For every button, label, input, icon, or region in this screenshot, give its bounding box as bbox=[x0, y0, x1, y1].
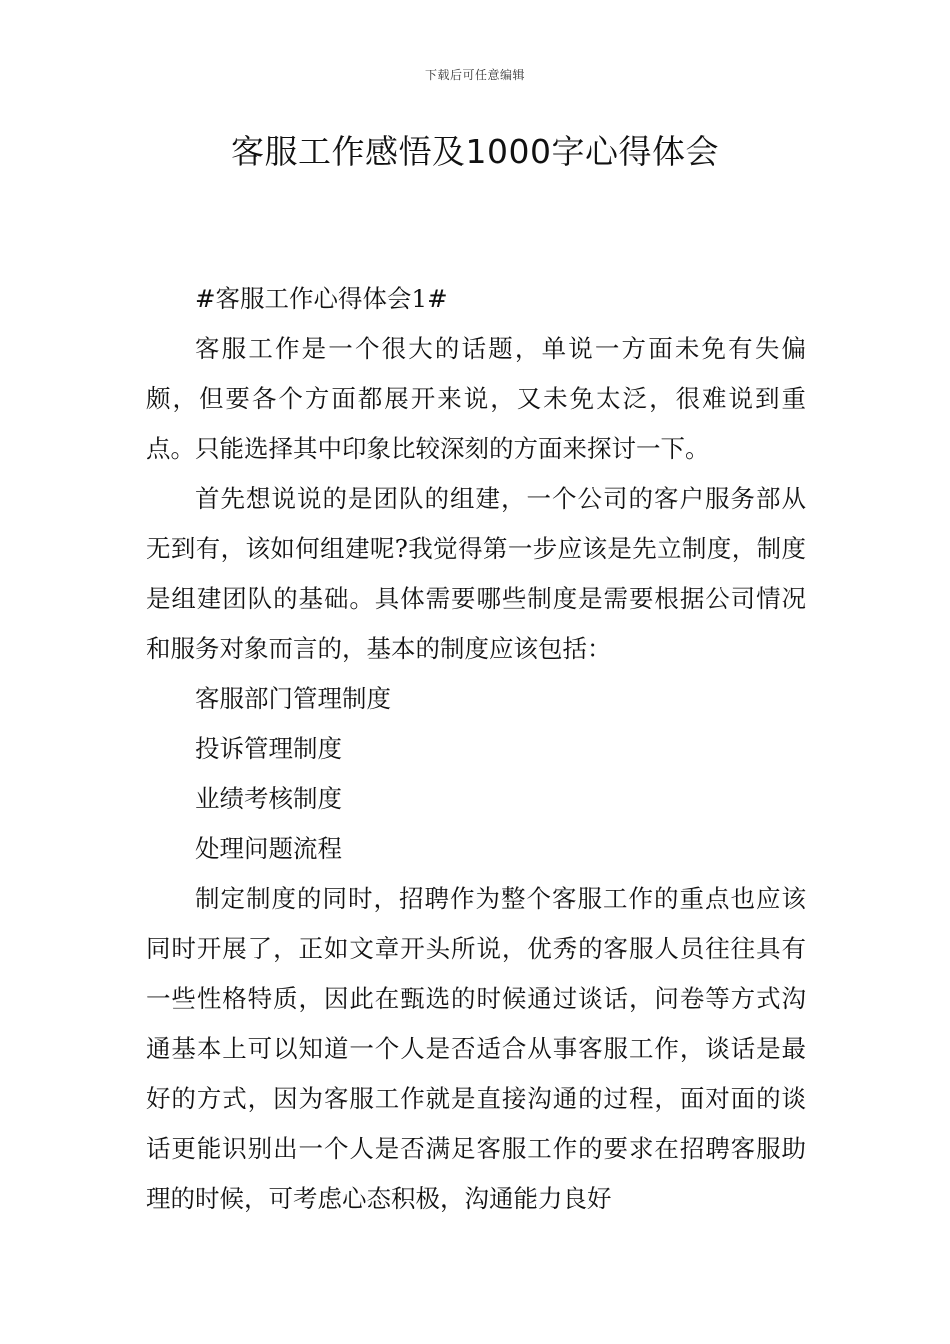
paragraph: 制定制度的同时，招聘作为整个客服工作的重点也应该同时开展了，正如文章开头所说，优秀的客服人员往往具有一些性格特质，因此在甄选的时候通过谈话，问卷等方式沟通基本上可以知道一个人是否适合从事客服工作，谈话是最好的方式，因为客服工作就是直接沟通的过程，面对面的谈话更能识别出一个人是否满足客服工作的要求在招聘客服助理的时候，可考虑心态积极，沟通能力良好 bbox=[146, 884, 806, 1213]
section-heading: #客服工作心得体会1# bbox=[195, 284, 448, 313]
list-item: 投诉管理制度 bbox=[195, 734, 342, 763]
header-note: 下载后可任意编辑 bbox=[424, 68, 525, 82]
paragraph: 客服工作是一个很大的话题，单说一方面未免有失偏颇，但要各个方面都展开来说，又未免太泛，很难说到重点。只能选择其中印象比较深刻的方面来探讨一下。 bbox=[146, 334, 806, 463]
list-item: 业绩考核制度 bbox=[195, 784, 342, 813]
document-title: 客服工作感悟及1000字心得体会 bbox=[231, 132, 719, 171]
list-item: 处理问题流程 bbox=[195, 834, 342, 863]
document-body bbox=[146, 274, 806, 1224]
list-item: 客服部门管理制度 bbox=[195, 684, 391, 713]
paragraph: 首先想说说的是团队的组建，一个公司的客户服务部从无到有，该如何组建呢?我觉得第一步应该是先立制度，制度是组建团队的基础。具体需要哪些制度是需要根据公司情况和服务对象而言的，基本的制度应该包括： bbox=[146, 484, 806, 663]
